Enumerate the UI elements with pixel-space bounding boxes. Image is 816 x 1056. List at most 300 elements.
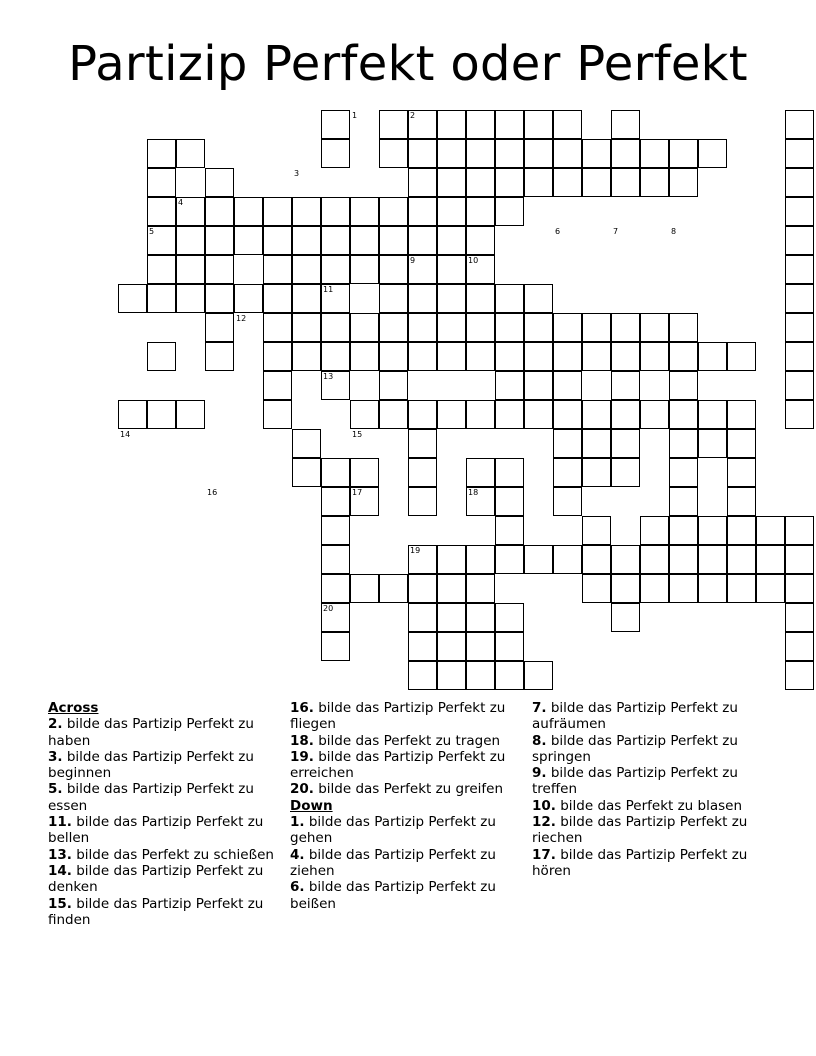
grid-cell[interactable] bbox=[350, 197, 379, 226]
clue-number: 13 bbox=[323, 372, 334, 381]
grid-cell[interactable] bbox=[350, 226, 379, 255]
grid-cell[interactable] bbox=[321, 516, 350, 545]
clue-text: bilde das Partizip Perfekt zu bellen bbox=[48, 814, 264, 847]
grid-cell[interactable] bbox=[466, 139, 495, 168]
grid-cell[interactable] bbox=[466, 632, 495, 661]
grid-cell[interactable] bbox=[263, 313, 292, 342]
down-clue bbox=[290, 847, 528, 880]
grid-cell[interactable] bbox=[640, 400, 669, 429]
grid-cell[interactable] bbox=[495, 284, 524, 313]
grid-cell[interactable] bbox=[205, 226, 234, 255]
grid-cell[interactable] bbox=[756, 574, 785, 603]
grid-cell[interactable] bbox=[408, 313, 437, 342]
clue-number: 19 bbox=[410, 546, 421, 555]
grid-cell[interactable] bbox=[437, 168, 466, 197]
grid-cell[interactable] bbox=[437, 197, 466, 226]
grid-cell[interactable] bbox=[698, 342, 727, 371]
grid-cell[interactable] bbox=[437, 545, 466, 574]
grid-cell[interactable] bbox=[437, 661, 466, 690]
grid-cell[interactable] bbox=[234, 284, 263, 313]
grid-cell[interactable] bbox=[640, 168, 669, 197]
grid-cell[interactable] bbox=[727, 516, 756, 545]
down-clue bbox=[532, 798, 772, 814]
clue-num: 15. bbox=[48, 895, 72, 912]
grid-cell[interactable] bbox=[698, 516, 727, 545]
grid-cell[interactable] bbox=[321, 458, 350, 487]
grid-cell[interactable] bbox=[350, 400, 379, 429]
down-heading: Down bbox=[290, 797, 333, 814]
clue-column-1 bbox=[48, 700, 278, 928]
grid-cell[interactable] bbox=[495, 168, 524, 197]
clue-text: bilde das Partizip Perfekt zu aufräumen bbox=[532, 700, 738, 733]
grid-cell[interactable] bbox=[292, 458, 321, 487]
grid-cell[interactable] bbox=[669, 574, 698, 603]
grid-cell[interactable] bbox=[466, 400, 495, 429]
grid-cell[interactable] bbox=[495, 603, 524, 632]
grid-cell[interactable] bbox=[466, 168, 495, 197]
grid-cell[interactable] bbox=[321, 574, 350, 603]
grid-cell[interactable] bbox=[727, 342, 756, 371]
grid-cell[interactable] bbox=[321, 487, 350, 516]
grid-cell[interactable] bbox=[350, 574, 379, 603]
across-clue bbox=[48, 863, 278, 896]
grid-cell[interactable] bbox=[321, 545, 350, 574]
grid-cell[interactable] bbox=[727, 574, 756, 603]
grid-cell[interactable] bbox=[582, 168, 611, 197]
grid-cell[interactable] bbox=[785, 255, 814, 284]
grid-cell[interactable] bbox=[408, 603, 437, 632]
clue-column-3 bbox=[532, 700, 772, 879]
clue-text: bilde das Partizip Perfekt zu springen bbox=[532, 732, 738, 765]
clue-num: 4. bbox=[290, 846, 305, 863]
clue-num: 17. bbox=[532, 846, 556, 863]
grid-cell[interactable] bbox=[669, 545, 698, 574]
grid-cell[interactable] bbox=[379, 574, 408, 603]
grid-cell[interactable] bbox=[640, 313, 669, 342]
grid-cell[interactable] bbox=[379, 342, 408, 371]
grid-cell[interactable] bbox=[553, 400, 582, 429]
grid-cell[interactable] bbox=[379, 255, 408, 284]
grid-cell[interactable] bbox=[408, 661, 437, 690]
grid-cell[interactable] bbox=[785, 226, 814, 255]
grid-cell[interactable] bbox=[176, 139, 205, 168]
clue-number: 8 bbox=[671, 227, 677, 236]
grid-cell[interactable] bbox=[495, 400, 524, 429]
grid-cell[interactable] bbox=[379, 313, 408, 342]
grid-cell[interactable] bbox=[756, 516, 785, 545]
grid-cell[interactable] bbox=[582, 458, 611, 487]
grid-cell[interactable] bbox=[263, 197, 292, 226]
clue-number: 6 bbox=[555, 227, 561, 236]
grid-cell[interactable] bbox=[524, 110, 553, 139]
grid-cell[interactable] bbox=[698, 574, 727, 603]
grid-cell[interactable] bbox=[495, 371, 524, 400]
grid-cell[interactable] bbox=[611, 603, 640, 632]
grid-cell[interactable] bbox=[234, 226, 263, 255]
grid-cell[interactable] bbox=[350, 458, 379, 487]
grid-cell[interactable] bbox=[785, 661, 814, 690]
clue-number: 11 bbox=[323, 285, 334, 294]
grid-cell[interactable] bbox=[466, 342, 495, 371]
grid-cell[interactable] bbox=[292, 197, 321, 226]
clue-number: 12 bbox=[236, 314, 247, 323]
clue-num: 12. bbox=[532, 814, 556, 831]
grid-cell[interactable] bbox=[553, 371, 582, 400]
grid-cell[interactable] bbox=[785, 110, 814, 139]
grid-cell[interactable] bbox=[524, 313, 553, 342]
clue-num: 11. bbox=[48, 814, 72, 831]
grid-cell[interactable] bbox=[785, 139, 814, 168]
clue-num: 10. bbox=[532, 797, 556, 814]
grid-cell[interactable] bbox=[466, 226, 495, 255]
grid-cell[interactable] bbox=[611, 429, 640, 458]
grid-cell[interactable] bbox=[524, 168, 553, 197]
grid-cell[interactable] bbox=[379, 371, 408, 400]
grid-cell[interactable] bbox=[785, 168, 814, 197]
grid-cell[interactable] bbox=[263, 342, 292, 371]
grid-cell[interactable] bbox=[785, 342, 814, 371]
grid-cell[interactable] bbox=[669, 429, 698, 458]
grid-cell[interactable] bbox=[640, 574, 669, 603]
grid-cell[interactable] bbox=[408, 429, 437, 458]
down-clue bbox=[290, 814, 528, 847]
down-clue bbox=[532, 765, 772, 798]
grid-cell[interactable] bbox=[785, 371, 814, 400]
grid-cell[interactable] bbox=[727, 545, 756, 574]
grid-cell[interactable] bbox=[118, 400, 147, 429]
grid-cell[interactable] bbox=[611, 313, 640, 342]
grid-cell[interactable] bbox=[437, 342, 466, 371]
grid-cell[interactable] bbox=[118, 284, 147, 313]
grid-cell[interactable] bbox=[321, 226, 350, 255]
grid-cell[interactable] bbox=[408, 284, 437, 313]
clue-num: 8. bbox=[532, 732, 547, 749]
grid-cell[interactable] bbox=[669, 487, 698, 516]
grid-cell[interactable] bbox=[350, 255, 379, 284]
grid-cell[interactable] bbox=[437, 313, 466, 342]
grid-cell[interactable] bbox=[553, 545, 582, 574]
grid-cell[interactable] bbox=[147, 284, 176, 313]
clue-num: 6. bbox=[290, 879, 305, 896]
grid-cell[interactable] bbox=[147, 400, 176, 429]
grid-cell[interactable] bbox=[553, 487, 582, 516]
clue-text: bilde das Partizip Perfekt zu erreichen bbox=[290, 748, 506, 782]
grid-cell[interactable] bbox=[466, 197, 495, 226]
clue-num: 19. bbox=[290, 748, 314, 765]
grid-cell[interactable] bbox=[582, 400, 611, 429]
grid-cell[interactable] bbox=[205, 342, 234, 371]
grid-cell[interactable] bbox=[408, 226, 437, 255]
grid-cell[interactable] bbox=[785, 197, 814, 226]
grid-cell[interactable] bbox=[321, 255, 350, 284]
grid-cell[interactable] bbox=[408, 400, 437, 429]
grid-cell[interactable] bbox=[553, 110, 582, 139]
grid-cell[interactable] bbox=[292, 226, 321, 255]
grid-cell[interactable] bbox=[727, 429, 756, 458]
grid-cell[interactable] bbox=[292, 313, 321, 342]
grid-cell[interactable] bbox=[495, 342, 524, 371]
grid-cell[interactable] bbox=[437, 110, 466, 139]
grid-cell[interactable] bbox=[350, 313, 379, 342]
grid-cell[interactable] bbox=[263, 284, 292, 313]
grid-cell[interactable] bbox=[698, 545, 727, 574]
down-clue bbox=[532, 847, 772, 880]
grid-cell[interactable] bbox=[495, 313, 524, 342]
grid-cell[interactable] bbox=[553, 429, 582, 458]
grid-cell[interactable] bbox=[785, 632, 814, 661]
grid-cell[interactable] bbox=[524, 661, 553, 690]
grid-cell[interactable] bbox=[495, 139, 524, 168]
grid-cell[interactable] bbox=[437, 400, 466, 429]
clue-number: 3 bbox=[294, 169, 300, 178]
grid-cell[interactable] bbox=[437, 603, 466, 632]
grid-cell[interactable] bbox=[640, 516, 669, 545]
grid-cell[interactable] bbox=[205, 197, 234, 226]
grid-cell[interactable] bbox=[408, 168, 437, 197]
clue-num: 2. bbox=[48, 716, 63, 733]
down-clue bbox=[532, 700, 772, 733]
clue-number: 2 bbox=[410, 111, 416, 120]
across-clue bbox=[290, 733, 528, 749]
grid-cell[interactable] bbox=[727, 400, 756, 429]
grid-cell[interactable] bbox=[408, 139, 437, 168]
grid-cell[interactable] bbox=[553, 168, 582, 197]
clue-text: bilde das Partizip Perfekt zu essen bbox=[48, 781, 254, 814]
grid-cell[interactable] bbox=[408, 197, 437, 226]
grid-cell[interactable] bbox=[437, 226, 466, 255]
grid-cell[interactable] bbox=[669, 139, 698, 168]
grid-cell[interactable] bbox=[176, 284, 205, 313]
grid-cell[interactable] bbox=[669, 342, 698, 371]
grid-cell[interactable] bbox=[466, 661, 495, 690]
clue-num: 3. bbox=[48, 748, 63, 765]
grid-cell[interactable] bbox=[669, 400, 698, 429]
grid-cell[interactable] bbox=[408, 342, 437, 371]
down-clue bbox=[532, 814, 772, 847]
grid-cell[interactable] bbox=[669, 371, 698, 400]
across-clue bbox=[48, 847, 278, 863]
page-title: Partizip Perfekt oder Perfekt bbox=[68, 36, 748, 92]
grid-cell[interactable] bbox=[582, 516, 611, 545]
grid-cell[interactable] bbox=[582, 574, 611, 603]
grid-cell[interactable] bbox=[292, 342, 321, 371]
grid-cell[interactable] bbox=[408, 574, 437, 603]
grid-cell[interactable] bbox=[147, 255, 176, 284]
grid-cell[interactable] bbox=[379, 139, 408, 168]
grid-cell[interactable] bbox=[669, 516, 698, 545]
grid-cell[interactable] bbox=[553, 139, 582, 168]
grid-cell[interactable] bbox=[379, 284, 408, 313]
clue-text: bilde das Partizip Perfekt zu riechen bbox=[532, 814, 748, 847]
clue-num: 18. bbox=[290, 732, 314, 749]
grid-cell[interactable] bbox=[292, 255, 321, 284]
across-clues-part-2 bbox=[290, 700, 528, 798]
clue-text: bilde das Partizip Perfekt zu hören bbox=[532, 846, 748, 879]
grid-cell[interactable] bbox=[147, 342, 176, 371]
grid-cell[interactable] bbox=[437, 574, 466, 603]
grid-cell[interactable] bbox=[466, 603, 495, 632]
grid-cell[interactable] bbox=[611, 168, 640, 197]
grid-cell[interactable] bbox=[379, 197, 408, 226]
clue-num: 5. bbox=[48, 781, 63, 798]
clue-num: 20. bbox=[290, 781, 314, 798]
grid-cell[interactable] bbox=[466, 545, 495, 574]
grid-cell[interactable] bbox=[640, 139, 669, 168]
across-clue bbox=[48, 716, 278, 749]
grid-cell[interactable] bbox=[495, 487, 524, 516]
grid-cell[interactable] bbox=[582, 545, 611, 574]
grid-cell[interactable] bbox=[785, 313, 814, 342]
grid-cell[interactable] bbox=[785, 545, 814, 574]
grid-cell[interactable] bbox=[321, 342, 350, 371]
clue-number: 9 bbox=[410, 256, 416, 265]
grid-cell[interactable] bbox=[147, 197, 176, 226]
grid-cell[interactable] bbox=[669, 458, 698, 487]
grid-cell[interactable] bbox=[292, 429, 321, 458]
grid-cell[interactable] bbox=[495, 545, 524, 574]
grid-cell[interactable] bbox=[582, 342, 611, 371]
grid-cell[interactable] bbox=[147, 168, 176, 197]
clue-column-2 bbox=[290, 700, 528, 912]
grid-cell[interactable] bbox=[205, 284, 234, 313]
grid-cell[interactable] bbox=[408, 458, 437, 487]
grid-cell[interactable] bbox=[611, 342, 640, 371]
grid-cell[interactable] bbox=[495, 661, 524, 690]
grid-cell[interactable] bbox=[321, 110, 350, 139]
clue-num: 16. bbox=[290, 700, 314, 716]
grid-cell[interactable] bbox=[437, 632, 466, 661]
across-clue bbox=[48, 814, 278, 847]
clue-number: 4 bbox=[178, 198, 184, 207]
clue-num: 9. bbox=[532, 765, 547, 782]
clue-number: 10 bbox=[468, 256, 479, 265]
grid-cell[interactable] bbox=[408, 487, 437, 516]
grid-cell[interactable] bbox=[321, 632, 350, 661]
grid-cell[interactable] bbox=[321, 197, 350, 226]
grid-cell[interactable] bbox=[205, 313, 234, 342]
clue-number: 1 bbox=[352, 111, 358, 120]
grid-cell[interactable] bbox=[321, 139, 350, 168]
grid-cell[interactable] bbox=[495, 197, 524, 226]
grid-cell[interactable] bbox=[176, 400, 205, 429]
clue-number: 5 bbox=[149, 227, 155, 236]
grid-cell[interactable] bbox=[698, 400, 727, 429]
clue-text: bilde das Partizip Perfekt zu fliegen bbox=[290, 700, 506, 733]
grid-cell[interactable] bbox=[495, 458, 524, 487]
grid-cell[interactable] bbox=[611, 400, 640, 429]
grid-cell[interactable] bbox=[524, 545, 553, 574]
grid-cell[interactable] bbox=[263, 371, 292, 400]
grid-cell[interactable] bbox=[466, 313, 495, 342]
grid-cell[interactable] bbox=[495, 516, 524, 545]
clue-text: bilde das Perfekt zu greifen bbox=[313, 781, 504, 798]
grid-cell[interactable] bbox=[785, 400, 814, 429]
grid-cell[interactable] bbox=[350, 342, 379, 371]
grid-cell[interactable] bbox=[611, 458, 640, 487]
grid-cell[interactable] bbox=[495, 632, 524, 661]
grid-cell[interactable] bbox=[466, 574, 495, 603]
grid-cell[interactable] bbox=[640, 342, 669, 371]
grid-cell[interactable] bbox=[147, 139, 176, 168]
clue-text: bilde das Partizip Perfekt zu beißen bbox=[290, 879, 496, 912]
grid-cell[interactable] bbox=[379, 110, 408, 139]
grid-cell[interactable] bbox=[611, 574, 640, 603]
grid-cell[interactable] bbox=[785, 574, 814, 603]
grid-cell[interactable] bbox=[669, 168, 698, 197]
grid-cell[interactable] bbox=[669, 313, 698, 342]
grid-cell[interactable] bbox=[292, 284, 321, 313]
grid-cell[interactable] bbox=[785, 516, 814, 545]
grid-cell[interactable] bbox=[263, 400, 292, 429]
across-heading: Across bbox=[48, 700, 99, 716]
grid-cell[interactable] bbox=[611, 110, 640, 139]
grid-cell[interactable] bbox=[408, 632, 437, 661]
grid-cell[interactable] bbox=[756, 545, 785, 574]
grid-cell[interactable] bbox=[205, 255, 234, 284]
grid-cell[interactable] bbox=[437, 139, 466, 168]
grid-cell[interactable] bbox=[785, 284, 814, 313]
clue-number: 18 bbox=[468, 488, 479, 497]
grid-cell[interactable] bbox=[553, 313, 582, 342]
grid-cell[interactable] bbox=[524, 342, 553, 371]
grid-cell[interactable] bbox=[524, 284, 553, 313]
clue-number: 7 bbox=[613, 227, 619, 236]
grid-cell[interactable] bbox=[582, 139, 611, 168]
clue-num: 14. bbox=[48, 862, 72, 879]
grid-cell[interactable] bbox=[234, 197, 263, 226]
grid-cell[interactable] bbox=[524, 139, 553, 168]
grid-cell[interactable] bbox=[379, 400, 408, 429]
grid-cell[interactable] bbox=[466, 284, 495, 313]
grid-cell[interactable] bbox=[727, 458, 756, 487]
grid-cell[interactable] bbox=[698, 139, 727, 168]
grid-cell[interactable] bbox=[524, 400, 553, 429]
grid-cell[interactable] bbox=[437, 255, 466, 284]
clue-number: 14 bbox=[120, 430, 131, 439]
clue-number: 15 bbox=[352, 430, 363, 439]
grid-cell[interactable] bbox=[785, 603, 814, 632]
grid-cell[interactable] bbox=[495, 110, 524, 139]
clue-number: 16 bbox=[207, 488, 218, 497]
grid-cell[interactable] bbox=[321, 313, 350, 342]
across-clue bbox=[48, 896, 278, 929]
grid-cell[interactable] bbox=[263, 226, 292, 255]
down-clues-part-1 bbox=[290, 814, 528, 912]
grid-cell[interactable] bbox=[263, 255, 292, 284]
grid-cell[interactable] bbox=[611, 139, 640, 168]
grid-cell[interactable] bbox=[582, 313, 611, 342]
grid-cell[interactable] bbox=[582, 429, 611, 458]
clue-text: bilde das Partizip Perfekt zu ziehen bbox=[290, 846, 496, 879]
grid-cell[interactable] bbox=[379, 226, 408, 255]
grid-cell[interactable] bbox=[205, 168, 234, 197]
grid-cell[interactable] bbox=[176, 255, 205, 284]
grid-cell[interactable] bbox=[524, 371, 553, 400]
across-clue bbox=[290, 781, 528, 797]
grid-cell[interactable] bbox=[553, 458, 582, 487]
grid-cell[interactable] bbox=[640, 545, 669, 574]
down-clue bbox=[290, 879, 528, 912]
grid-cell[interactable] bbox=[698, 429, 727, 458]
grid-cell[interactable] bbox=[466, 458, 495, 487]
grid-cell[interactable] bbox=[611, 545, 640, 574]
grid-cell[interactable] bbox=[176, 226, 205, 255]
grid-cell[interactable] bbox=[727, 487, 756, 516]
grid-cell[interactable] bbox=[553, 342, 582, 371]
grid-cell[interactable] bbox=[437, 284, 466, 313]
grid-cell[interactable] bbox=[611, 371, 640, 400]
grid-cell[interactable] bbox=[466, 110, 495, 139]
